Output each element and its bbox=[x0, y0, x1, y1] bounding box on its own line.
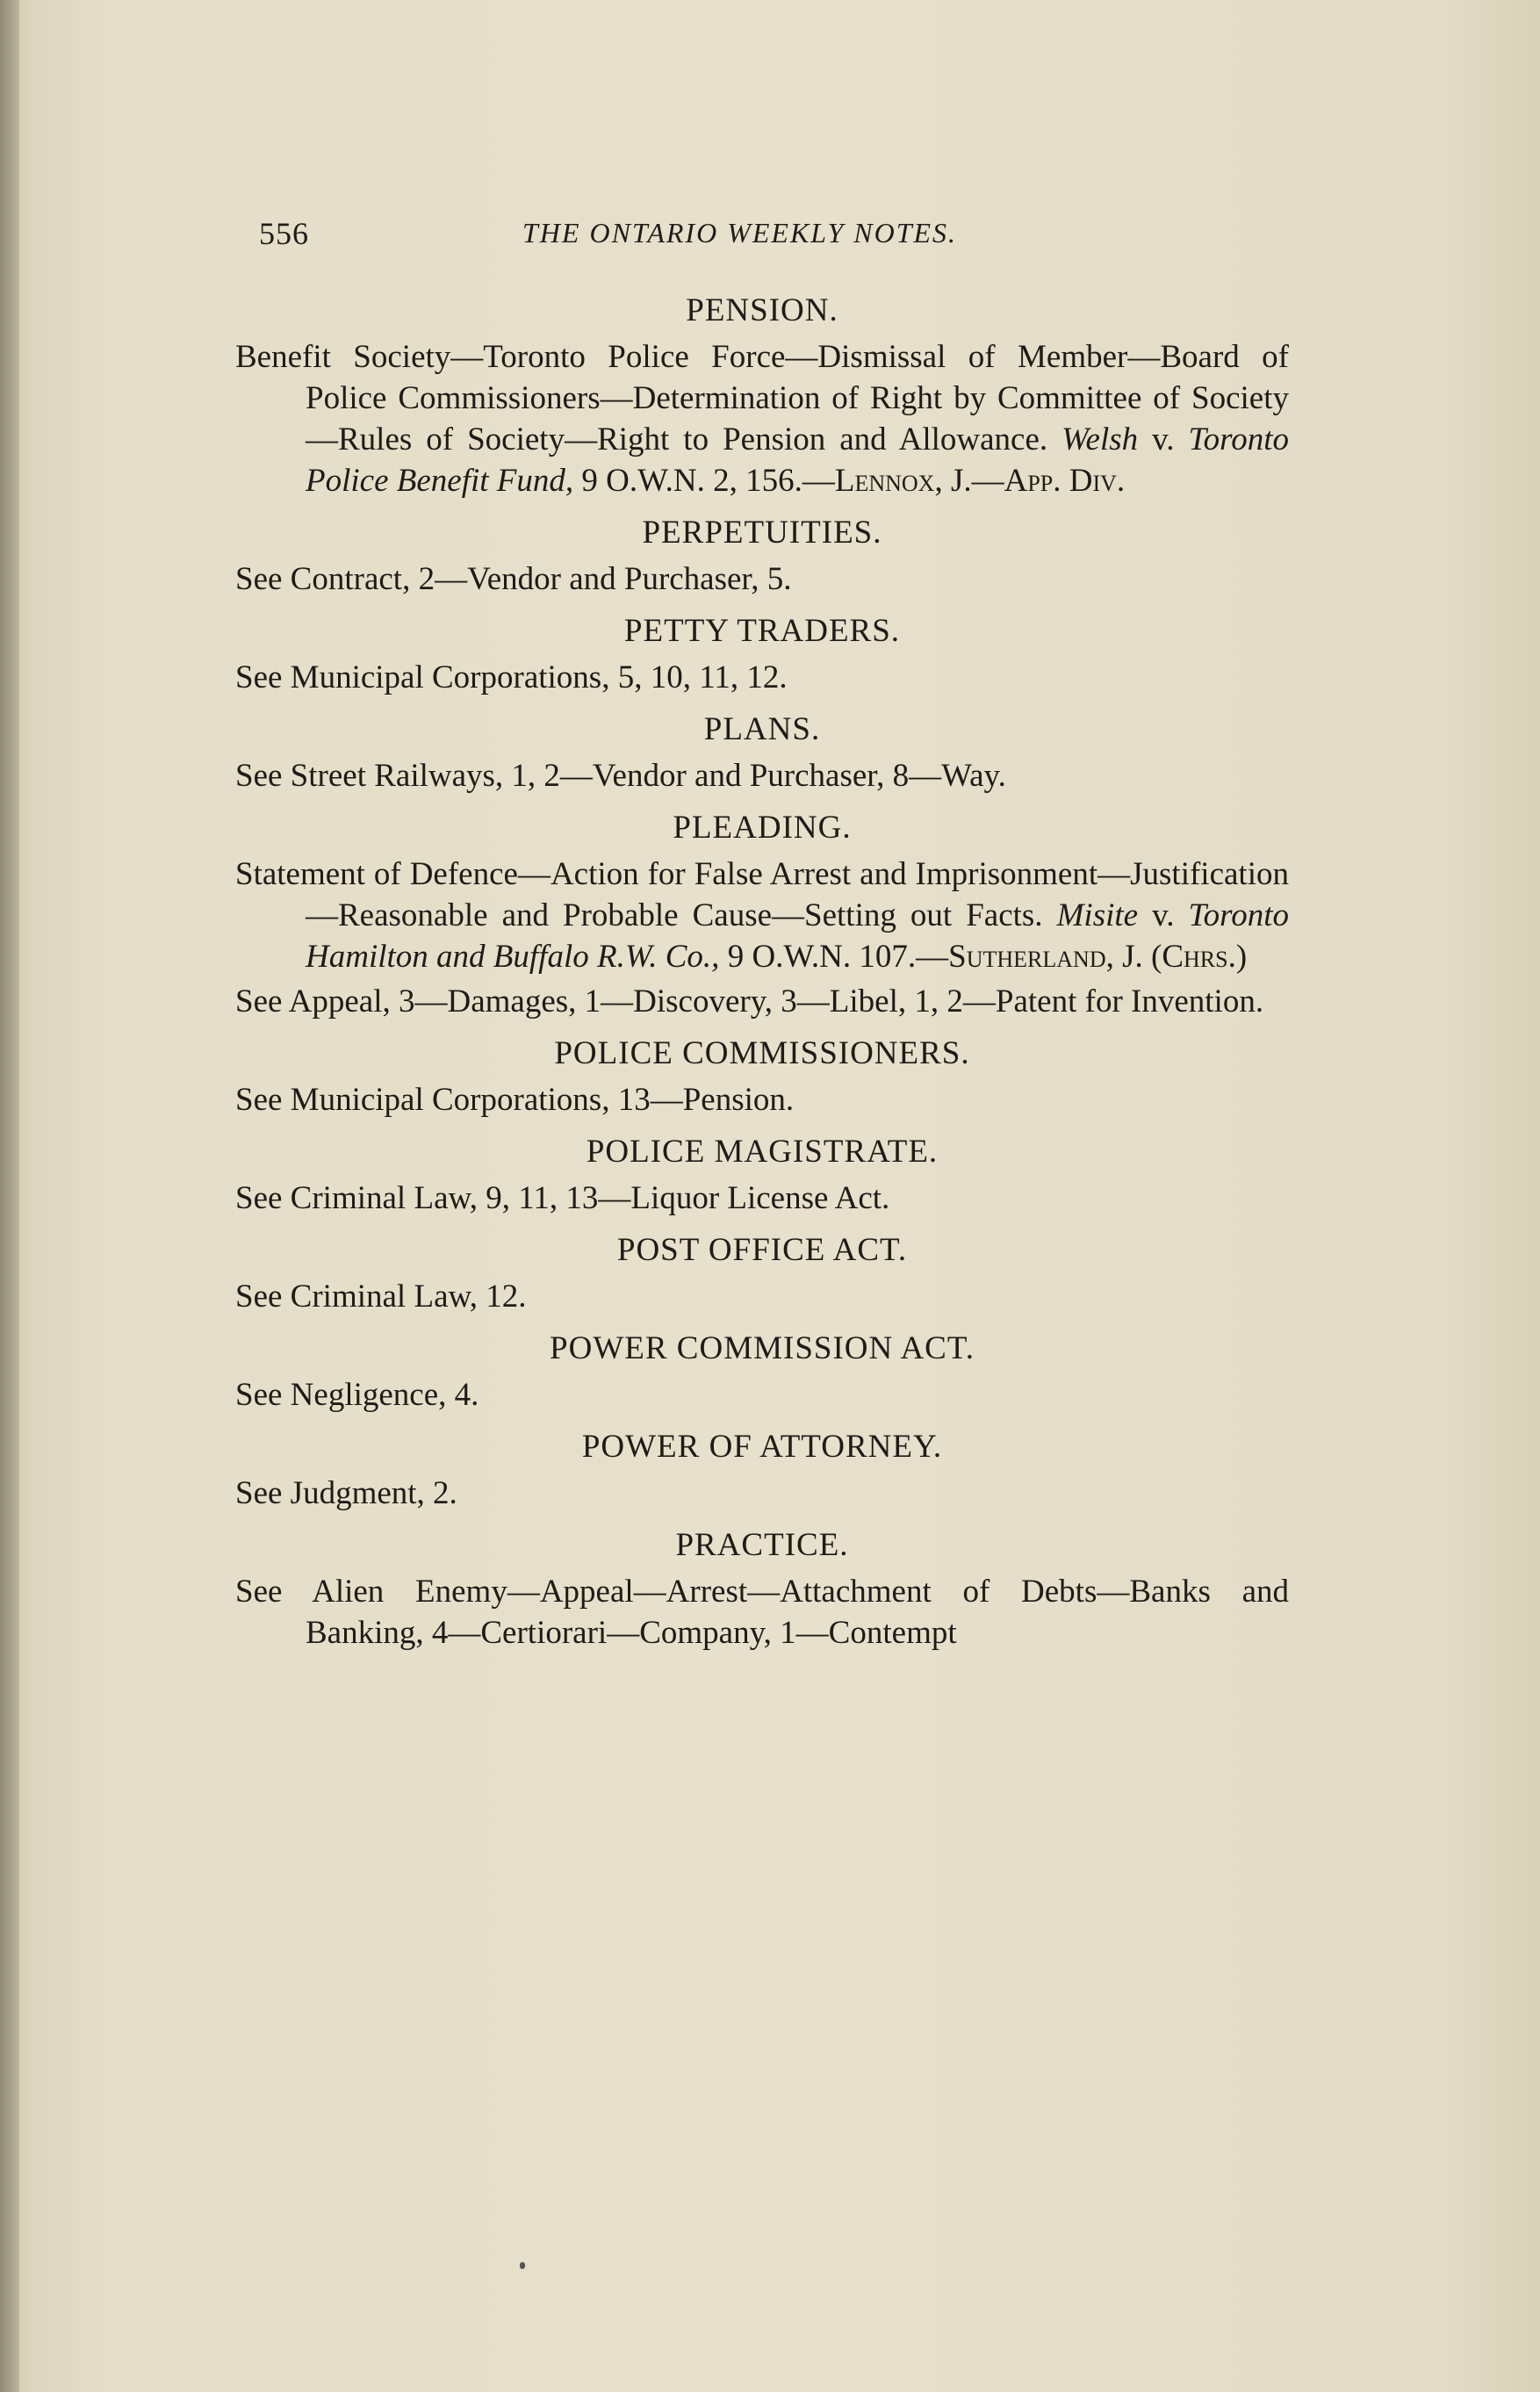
section-heading-pleading: PLEADING. bbox=[673, 810, 852, 846]
section-heading-police-magistrate: POLICE MAGISTRATE. bbox=[586, 1134, 939, 1170]
citation: 9 O.W.N. 107.— bbox=[719, 939, 949, 975]
section-heading-power-of-attorney: POWER OF ATTORNEY. bbox=[581, 1429, 943, 1465]
index-entry: See Appeal, 3—Damages, 1—Discovery, 3—Libel, 1, 2—Patent for Invention. bbox=[235, 983, 1264, 1019]
running-title: THE ONTARIO WEEKLY NOTES. bbox=[522, 217, 958, 249]
index-content bbox=[235, 279, 1289, 1657]
index-entry: See Contract, 2—Vendor and Purchaser, 5. bbox=[235, 561, 792, 597]
page-header bbox=[259, 215, 1330, 259]
section-heading-police-commissioners: POLICE COMMISSIONERS. bbox=[554, 1035, 970, 1071]
index-entry: See Street Railways, 1, 2—Vendor and Purchaser, 8—Way. bbox=[235, 758, 1006, 794]
index-entry: See Criminal Law, 12. bbox=[235, 1279, 527, 1315]
case-party: Toronto Police Benefit Fund, bbox=[306, 421, 1289, 499]
case-name: Misite bbox=[1056, 897, 1139, 933]
case-versus: v. bbox=[1138, 421, 1189, 458]
index-entry bbox=[235, 336, 1289, 501]
judge: Lennox, J.—App. Div. bbox=[834, 463, 1126, 499]
case-name: Welsh bbox=[1061, 421, 1139, 458]
entry-text: Statement of Defence—Action for False Arrest and Imprisonment—Justification—Reasonable and Probable Cause—Setting out Facts. bbox=[235, 856, 1289, 933]
index-entry bbox=[235, 854, 1289, 977]
section-heading-pension: PENSION. bbox=[686, 292, 838, 328]
case-party: Toronto Hamilton and Buffalo R.W. Co., bbox=[306, 897, 1289, 975]
index-entry: See Negligence, 4. bbox=[235, 1377, 479, 1413]
binding-gutter bbox=[0, 0, 19, 2392]
section-heading-post-office-act: POST OFFICE ACT. bbox=[616, 1232, 908, 1268]
section-heading-perpetuities: PERPETUITIES. bbox=[642, 515, 882, 551]
ink-speck bbox=[520, 2262, 525, 2269]
section-heading-plans: PLANS. bbox=[703, 711, 821, 747]
index-entry: See Alien Enemy—Appeal—Arrest—Attachment of Debts—Banks and Banking, 4—Certiorari—Company, 1—Contempt bbox=[235, 1574, 1289, 1651]
entry-text: Benefit Society—Toronto Police Force—Dismissal of Member—Board of Police Commissioners—Determination of Right by Committee of Society—Rules of Society—Right to Pension and Allowance. bbox=[235, 339, 1289, 458]
section-heading-power-commission-act: POWER COMMISSION ACT. bbox=[550, 1330, 975, 1366]
judge: Sutherland, J. (Chrs.) bbox=[948, 939, 1248, 975]
citation: 9 O.W.N. 2, 156.— bbox=[573, 463, 835, 499]
case-versus: v. bbox=[1138, 897, 1189, 933]
index-entry: See Municipal Corporations, 5, 10, 11, 12. bbox=[235, 659, 788, 695]
index-entry: See Judgment, 2. bbox=[235, 1475, 457, 1511]
section-heading-practice: PRACTICE. bbox=[675, 1527, 849, 1563]
section-heading-petty-traders: PETTY TRADERS. bbox=[623, 613, 901, 649]
index-entry: See Criminal Law, 9, 11, 13—Liquor License Act. bbox=[235, 1180, 890, 1216]
page-number: 556 bbox=[259, 216, 309, 251]
index-entry: See Municipal Corporations, 13—Pension. bbox=[235, 1082, 795, 1118]
